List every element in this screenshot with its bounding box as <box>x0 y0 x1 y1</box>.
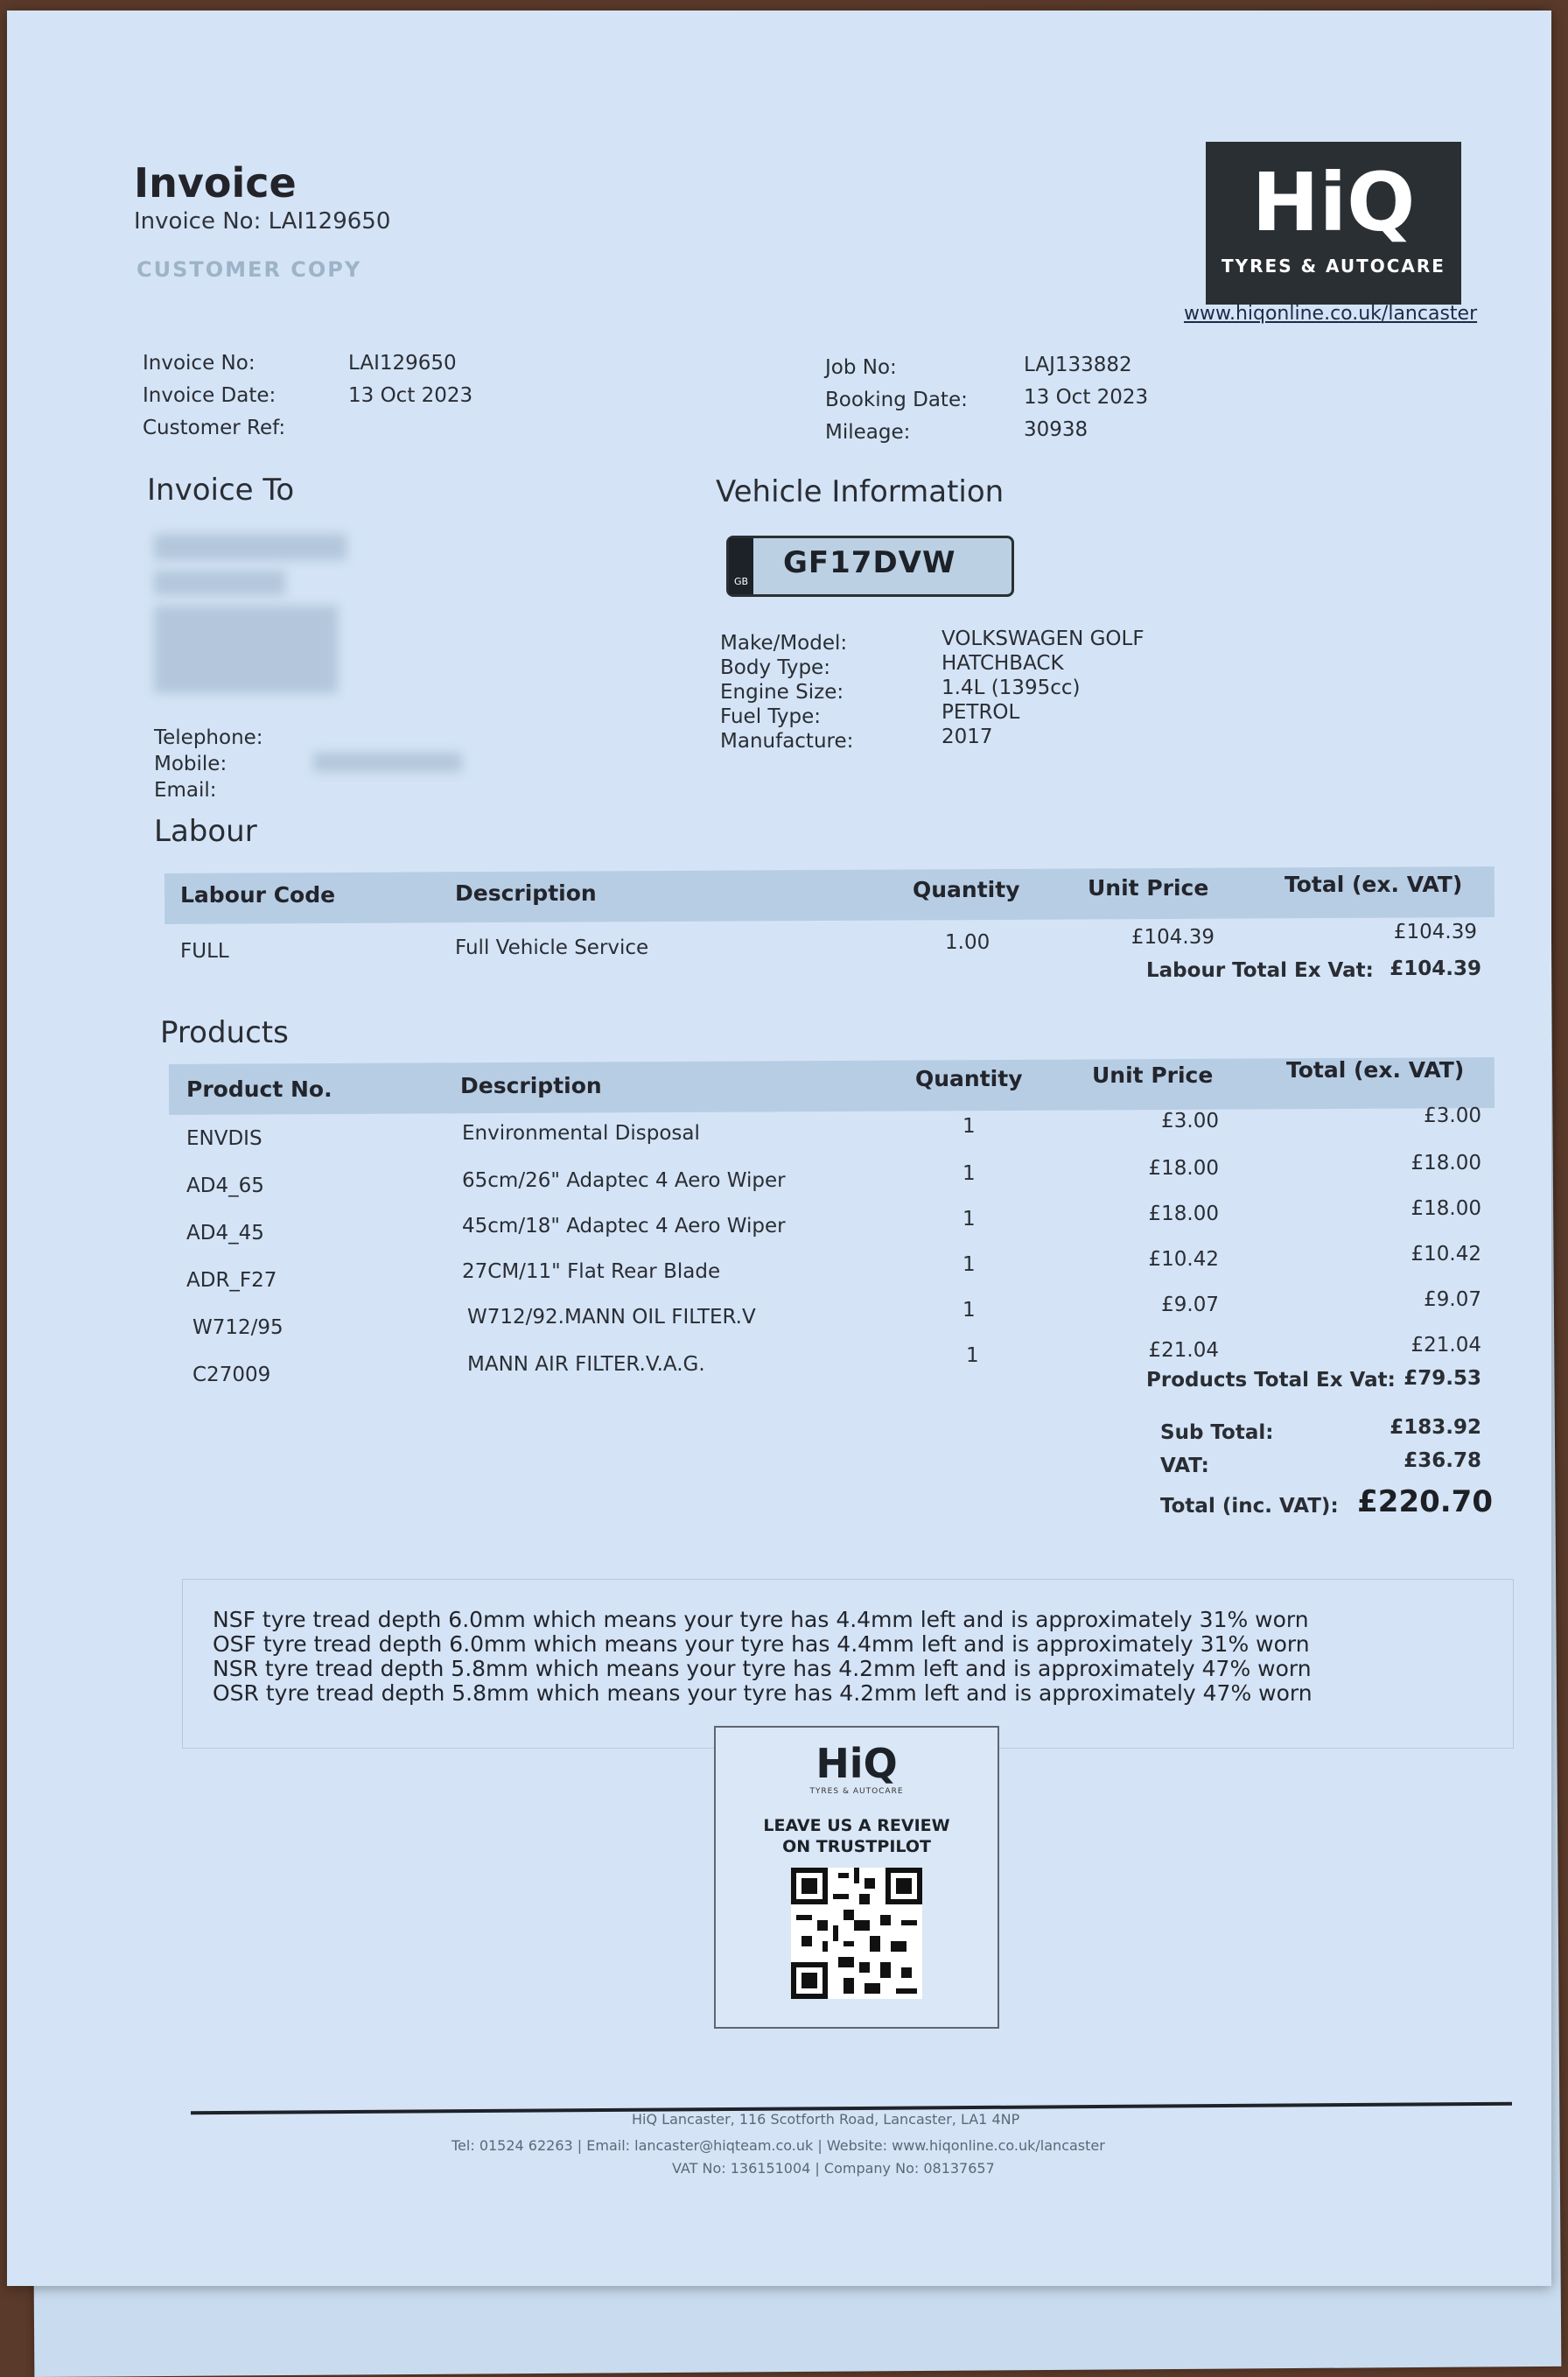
invoice-date-label: Invoice Date: <box>143 384 276 407</box>
vat-value: £36.78 <box>1404 1449 1481 1472</box>
product-row-1-unit-price: £3.00 <box>1161 1110 1219 1132</box>
products-heading: Products <box>160 1015 289 1050</box>
fuel-type-label: Fuel Type: <box>720 705 821 728</box>
product-row-5-code: W712/95 <box>192 1316 284 1339</box>
grand-total-value: £220.70 <box>1357 1484 1493 1519</box>
trustpilot-review-card <box>714 1726 999 2029</box>
invoice-no-value: LAI129650 <box>348 352 457 375</box>
product-row-6-quantity: 1 <box>966 1344 979 1367</box>
product-row-2-total: £18.00 <box>1410 1152 1481 1174</box>
labour-total-value: £104.39 <box>1390 957 1481 980</box>
product-row-5-total: £9.07 <box>1424 1288 1481 1311</box>
labour-col-unit-price: Unit Price <box>1088 875 1209 901</box>
grand-total-label: Total (inc. VAT): <box>1160 1495 1339 1518</box>
website-link[interactable]: www.hiqonline.co.uk/lancaster <box>1184 303 1478 325</box>
qr-code-icon[interactable] <box>791 1868 922 1999</box>
redacted-address-2 <box>154 606 338 693</box>
product-row-2-unit-price: £18.00 <box>1148 1157 1219 1180</box>
labour-col-code: Labour Code <box>180 882 336 908</box>
make-model-label: Make/Model: <box>720 632 848 655</box>
customer-copy-label: CUSTOMER COPY <box>136 257 362 282</box>
labour-col-total: Total (ex. VAT) <box>1284 872 1463 897</box>
labour-row-unit-price: £104.39 <box>1130 926 1214 949</box>
product-row-3-unit-price: £18.00 <box>1148 1203 1219 1225</box>
labour-row-quantity: 1.00 <box>945 931 990 954</box>
invoice-page <box>7 11 1551 2286</box>
number-plate <box>726 536 1014 597</box>
redacted-name <box>154 534 346 560</box>
footer-contact: Tel: 01524 62263 | Email: lancaster@hiqteam.co.uk | Website: www.hiqonline.co.uk/lancaster <box>452 2137 1105 2154</box>
engine-size-label: Engine Size: <box>720 681 844 704</box>
products-col-total: Total (ex. VAT) <box>1286 1057 1465 1083</box>
make-model-value: VOLKSWAGEN GOLF <box>942 628 1144 650</box>
product-row-6-description: MANN AIR FILTER.V.A.G. <box>467 1353 705 1376</box>
product-row-2-description: 65cm/26" Adaptec 4 Aero Wiper <box>462 1169 786 1192</box>
body-type-value: HATCHBACK <box>942 652 1064 675</box>
product-row-2-quantity: 1 <box>962 1162 976 1185</box>
products-total-value: £79.53 <box>1404 1367 1481 1390</box>
labour-heading: Labour <box>154 814 257 849</box>
job-no-label: Job No: <box>825 356 897 379</box>
hiq-logo <box>1206 142 1461 305</box>
labour-col-description: Description <box>455 880 597 906</box>
mileage-value: 30938 <box>1024 418 1088 441</box>
telephone-label: Telephone: <box>154 726 263 749</box>
manufacture-value: 2017 <box>942 726 993 748</box>
product-row-1-total: £3.00 <box>1424 1104 1481 1127</box>
product-row-6-unit-price: £21.04 <box>1148 1339 1219 1362</box>
product-row-1-description: Environmental Disposal <box>462 1122 700 1145</box>
invoice-to-heading: Invoice To <box>147 473 295 508</box>
invoice-date-value: 13 Oct 2023 <box>348 384 473 407</box>
review-line-1: LEAVE US A REVIEW <box>763 1816 950 1835</box>
products-col-code: Product No. <box>186 1076 332 1102</box>
logo-text: HiQ <box>1251 156 1416 249</box>
sub-total-value: £183.92 <box>1390 1416 1481 1439</box>
mileage-label: Mileage: <box>825 421 911 444</box>
product-row-1-quantity: 1 <box>962 1115 976 1138</box>
labour-row-description: Full Vehicle Service <box>455 936 649 959</box>
product-row-5-quantity: 1 <box>962 1299 976 1322</box>
review-logo: HiQ <box>816 1740 898 1787</box>
logo-tagline: TYRES & AUTOCARE <box>1222 256 1446 277</box>
review-line-2: ON TRUSTPILOT <box>782 1837 931 1856</box>
job-no-value: LAJ133882 <box>1024 354 1132 376</box>
labour-col-quantity: Quantity <box>913 877 1020 902</box>
tread-note-nsf: NSF tyre tread depth 6.0mm which means your tyre has 4.4mm left and is approximately 31% worn <box>213 1607 1309 1632</box>
plate-country-badge: GB <box>729 538 753 594</box>
vehicle-info-heading: Vehicle Information <box>716 474 1004 509</box>
mobile-label: Mobile: <box>154 753 228 775</box>
labour-row-code: FULL <box>180 940 229 963</box>
booking-date-label: Booking Date: <box>825 389 968 411</box>
product-row-3-total: £18.00 <box>1410 1197 1481 1220</box>
invoice-title: Invoice <box>134 159 297 207</box>
fuel-type-value: PETROL <box>942 701 1020 724</box>
footer-address: HiQ Lancaster, 116 Scotforth Road, Lancaster, LA1 4NP <box>632 2111 1020 2128</box>
email-label: Email: <box>154 779 217 802</box>
tread-note-nsr: NSR tyre tread depth 5.8mm which means your tyre has 4.2mm left and is approximately 47% worn <box>213 1656 1312 1681</box>
tread-note-osf: OSF tyre tread depth 6.0mm which means your tyre has 4.4mm left and is approximately 31% worn <box>213 1631 1310 1657</box>
product-row-3-code: AD4_45 <box>186 1222 264 1245</box>
sub-total-label: Sub Total: <box>1160 1421 1274 1444</box>
manufacture-label: Manufacture: <box>720 730 854 753</box>
product-row-5-unit-price: £9.07 <box>1161 1294 1219 1316</box>
customer-ref-label: Customer Ref: <box>143 417 286 439</box>
product-row-4-unit-price: £10.42 <box>1148 1248 1219 1271</box>
invoice-number-heading: Invoice No: LAI129650 <box>134 208 391 235</box>
product-row-4-description: 27CM/11" Flat Rear Blade <box>462 1260 721 1283</box>
product-row-2-code: AD4_65 <box>186 1174 264 1197</box>
vat-label: VAT: <box>1160 1455 1209 1477</box>
body-type-label: Body Type: <box>720 656 830 679</box>
products-total-label: Products Total Ex Vat: <box>1146 1369 1396 1392</box>
labour-row-total: £104.39 <box>1393 921 1477 943</box>
booking-date-value: 13 Oct 2023 <box>1024 386 1149 409</box>
invoice-no-label: Invoice No: <box>143 352 256 375</box>
labour-total-label: Labour Total Ex Vat: <box>1146 959 1374 982</box>
redacted-address-1 <box>154 571 285 595</box>
product-row-3-description: 45cm/18" Adaptec 4 Aero Wiper <box>462 1215 786 1238</box>
product-row-3-quantity: 1 <box>962 1208 976 1231</box>
products-col-description: Description <box>460 1073 602 1098</box>
review-logo-tagline: TYRES & AUTOCARE <box>809 1787 904 1796</box>
product-row-1-code: ENVDIS <box>186 1127 262 1150</box>
product-row-6-total: £21.04 <box>1410 1334 1481 1357</box>
product-row-4-total: £10.42 <box>1410 1243 1481 1266</box>
product-row-5-description: W712/92.MANN OIL FILTER.V <box>467 1306 756 1329</box>
footer-registration: VAT No: 136151004 | Company No: 08137657 <box>672 2160 995 2177</box>
engine-size-value: 1.4L (1395cc) <box>942 677 1081 699</box>
product-row-6-code: C27009 <box>192 1364 271 1386</box>
products-col-quantity: Quantity <box>915 1066 1023 1091</box>
plate-registration: GF17DVW <box>783 545 956 580</box>
product-row-4-quantity: 1 <box>962 1253 976 1276</box>
products-col-unit-price: Unit Price <box>1092 1062 1214 1088</box>
product-row-4-code: ADR_F27 <box>186 1269 277 1292</box>
tread-note-osr: OSR tyre tread depth 5.8mm which means your tyre has 4.2mm left and is approximately 47% worn <box>213 1680 1312 1706</box>
redacted-mobile <box>313 753 462 772</box>
